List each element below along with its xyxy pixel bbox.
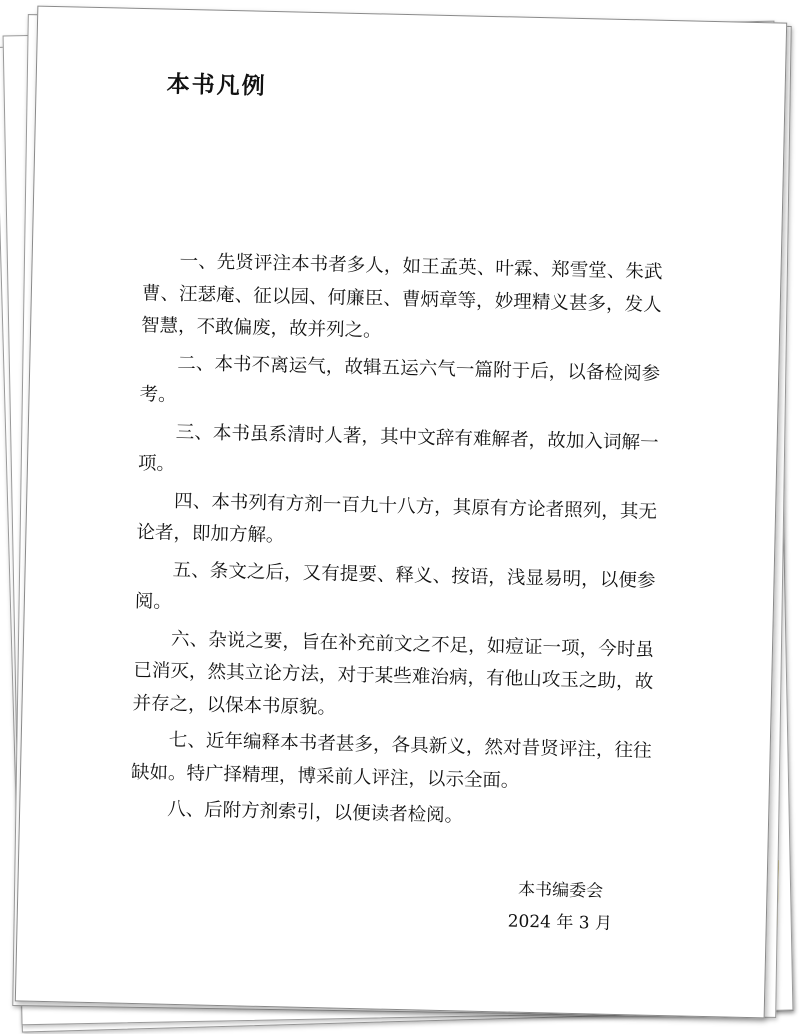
- paragraph-8: 八、后附方剂索引，以便读者检阅。: [166, 798, 464, 827]
- paragraph-6: 六、杂说之要，旨在补充前文之不足，如痘证一项，今时虽已消灭，然其立论方法，对于某些难治病，有他山攻玉之助，故并存之，以保本书原貌。: [132, 628, 655, 719]
- paragraph-4: 四、本书列有方剂一百九十八方，其原有方论者照列，其无论者，即加方解。: [136, 490, 658, 547]
- signoff-date: 2024 年 3 月: [507, 911, 613, 934]
- signoff-author: 本书编委会: [517, 879, 604, 902]
- paragraph-1: 一、先贤评注本书者多人，如王孟英、叶霖、郑雪堂、朱武曹、汪瑟庵、征以园、何廉臣、曹炳章等，妙理精义甚多，发人智慧，不敢偏废，故并列之。: [140, 250, 663, 342]
- signoff-block: [507, 874, 613, 940]
- body-text: [130, 245, 663, 841]
- page-title: 本书凡例: [166, 70, 267, 100]
- paragraph-5: 五、条文之后，又有提要、释义、按语，浅显易明，以便参阅。: [134, 559, 656, 613]
- paragraph-3: 三、本书虽系清时人著，其中文辞有难解者，故加入词解一项。: [137, 421, 659, 475]
- paragraph-7: 七、近年编释本书者甚多，各具新义，然对昔贤评注，往往缺如。特广择精理，博采前人评注，以示全面。: [130, 729, 652, 792]
- document-page: [15, 6, 787, 1019]
- paragraph-2: 二、本书不离运气，故辑五运六气一篇附于后，以备检阅参考。: [139, 352, 661, 406]
